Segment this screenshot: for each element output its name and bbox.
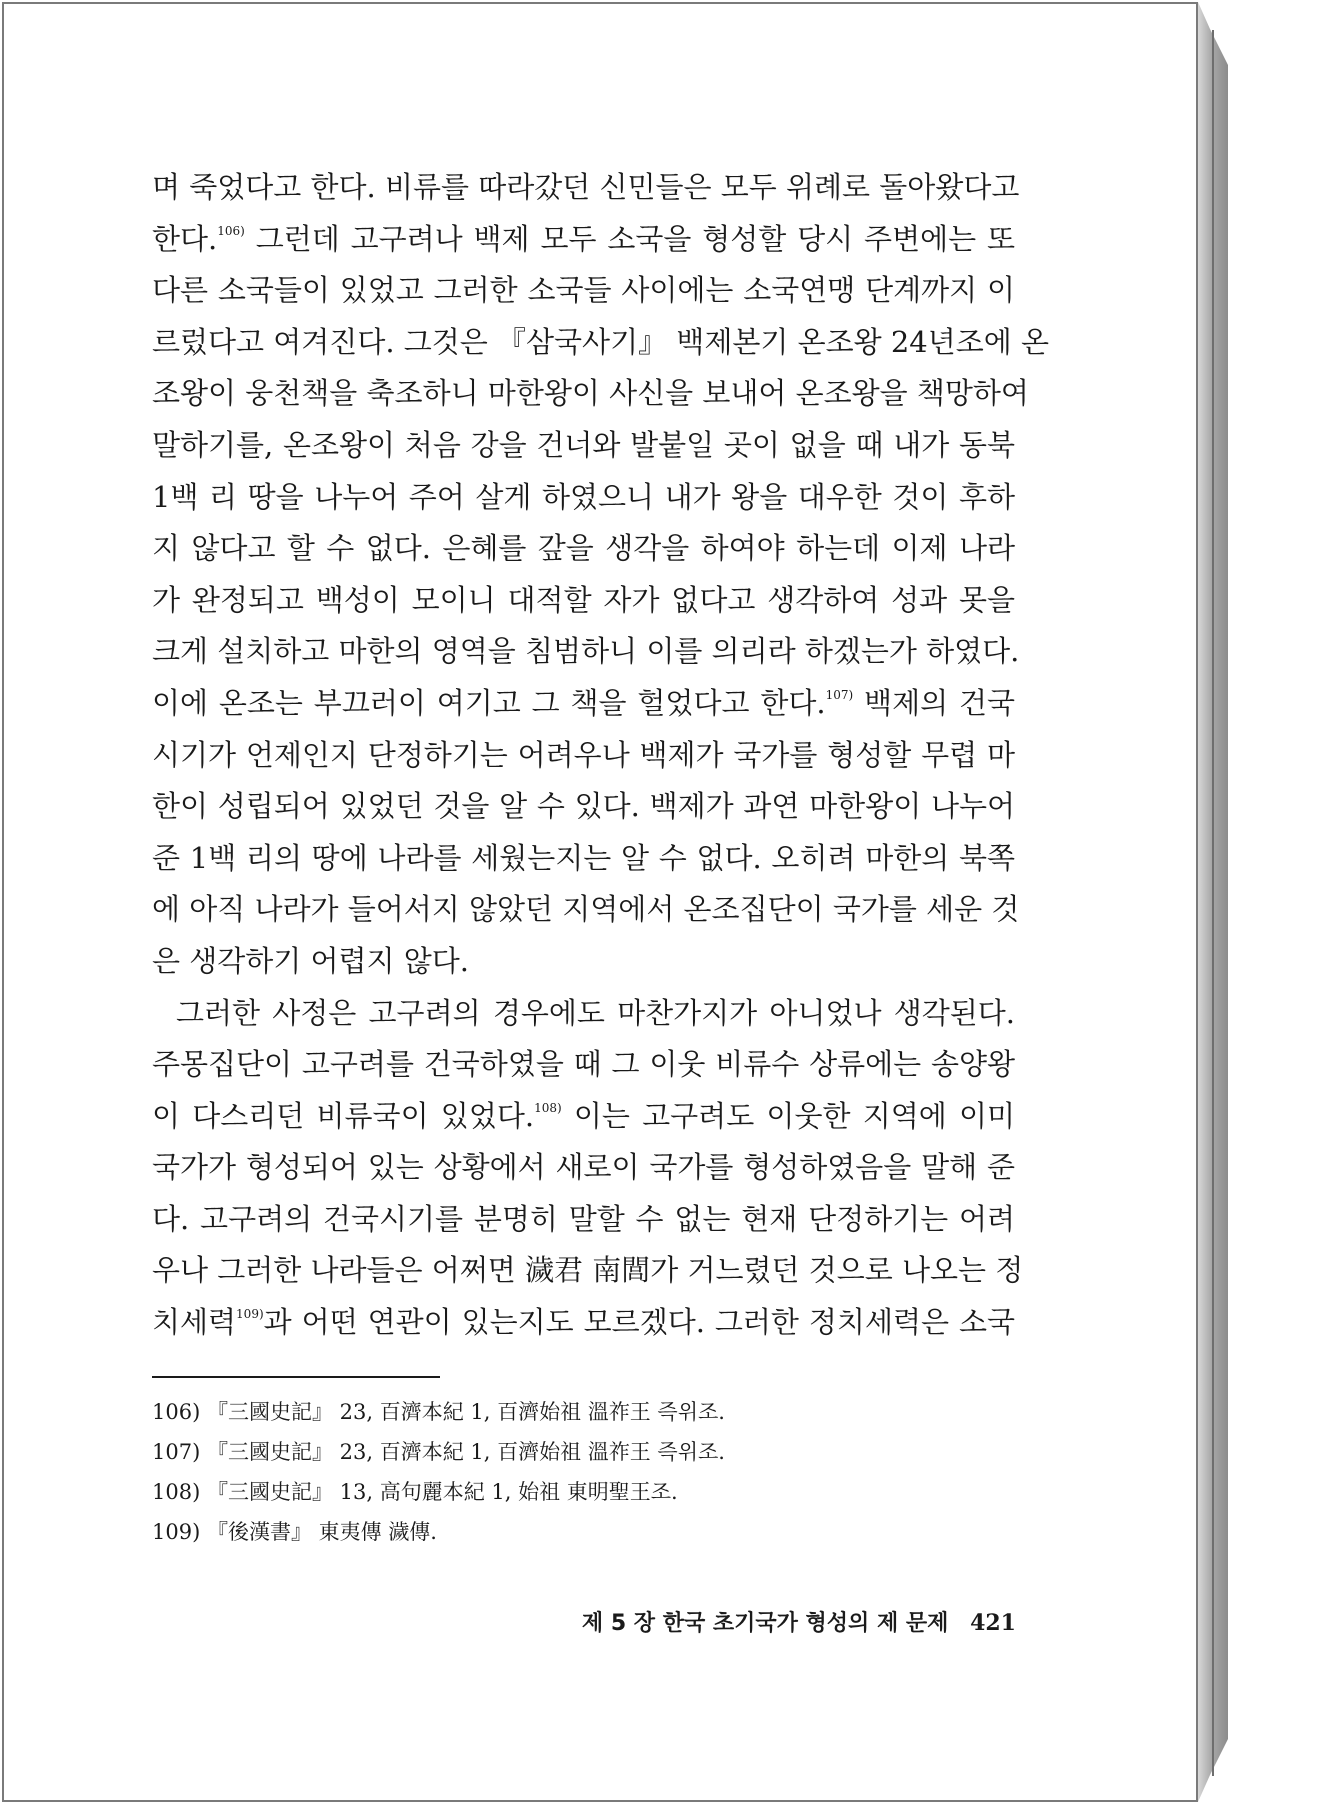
text-line: 1백 리 땅을 나누어 주어 살게 하였으니 내가 왕을 대우한 것이 후하 [152,479,1015,514]
footnote-ref: 109) [236,1307,264,1322]
page-number: 421 [970,1610,1016,1636]
footnote: 106) 『三國史記』 23, 百濟本紀 1, 百濟始祖 溫祚王 즉위조. [152,1400,725,1424]
footnote: 109) 『後漢書』 東夷傳 濊傳. [152,1520,437,1544]
footnote: 107) 『三國史記』 23, 百濟本紀 1, 百濟始祖 溫祚王 즉위조. [152,1440,725,1464]
body-text [152,162,1050,1349]
text-line: 말하기를, 온조왕이 처음 강을 건너와 발붙일 곳이 없을 때 내가 동북 [152,427,1015,462]
text-line: 준 1백 리의 땅에 나라를 세웠는지는 알 수 없다. 오히려 마한의 북쪽 [152,840,1015,875]
text-line: 이 다스리던 비류국이 있었다.$^{108)}$ 이는 고구려도 이웃한 지역에 이미 [152,1098,1015,1133]
text-line: 우나 그러한 나라들은 어쩌면 濊君 南閭가 거느렸던 것으로 나오는 정 [152,1253,1024,1288]
footnote-separator [152,1376,440,1378]
footnote-ref: 108) [534,1100,562,1115]
text-line: 한다.$^{106)}$ 그런데 고구려나 백제 모두 소국을 형성할 당시 주변에는 또 [152,221,1015,256]
text-line: 르렀다고 여겨진다. 그것은 『삼국사기』 백제본기 온조왕 24년조에 온 [152,324,1050,359]
text-line: 시기가 언제인지 단정하기는 어려우나 백제가 국가를 형성할 무렵 마 [152,737,1015,772]
text-line: 가 완정되고 백성이 모이니 대적할 자가 없다고 생각하여 성과 못을 [152,582,1015,617]
text-line: 그러한 사정은 고구려의 경우에도 마찬가지가 아니었나 생각된다. [176,995,1015,1030]
text-line: 이에 온조는 부끄러이 여기고 그 책을 헐었다고 한다.$^{107)}$ 백제의 건국 [152,685,1015,720]
text-line: 한이 성립되어 있었던 것을 알 수 있다. 백제가 과연 마한왕이 나누어 [152,789,1015,824]
text-line: 며 죽었다고 한다. 비류를 따라갔던 신민들은 모두 위례로 돌아왔다고 [152,170,1020,204]
text-line: 다른 소국들이 있었고 그러한 소국들 사이에는 소국연맹 단계까지 이 [152,273,1015,308]
footnotes [152,1392,1015,1552]
running-footer [582,1606,1016,1637]
text-line: 은 생각하기 어렵지 않다. [152,943,470,978]
text-line: 크게 설치하고 마한의 영역을 침범하니 이를 의리라 하겠는가 하였다. [152,634,1020,669]
page-edge-line [1212,30,1214,1776]
footnote-ref: 107) [825,687,854,702]
text-line: 다. 고구려의 건국시기를 분명히 말할 수 없는 현재 단정하기는 어려 [152,1201,1015,1236]
footnote-ref: 106) [217,223,245,238]
text-line: 국가가 형성되어 있는 상황에서 새로이 국가를 형성하였음을 말해 준 [152,1150,1015,1185]
text-line: 치세력$^{109)}$과 어떤 연관이 있는지도 모르겠다. 그러한 정치세력은 소국 [152,1305,1015,1340]
chapter-label: 제 5 장 [581,1611,656,1636]
text-line: 에 아직 나라가 들어서지 않았던 지역에서 온조집단이 국가를 세운 것 [152,892,1020,927]
text-line: 지 않다고 할 수 없다. 은혜를 갚을 생각을 하여야 하는데 이제 나라 [152,531,1015,566]
chapter-title: 한국 초기국가 형성의 제 문제 [662,1611,949,1636]
footnote: 108) 『三國史記』 13, 高句麗本紀 1, 始祖 東明聖王조. [152,1480,678,1504]
text-line: 주몽집단이 고구려를 건국하였을 때 그 이웃 비류수 상류에는 송양왕 [152,1047,1015,1082]
text-line: 조왕이 웅천책을 축조하니 마한왕이 사신을 보내어 온조왕을 책망하여 [152,376,1029,411]
